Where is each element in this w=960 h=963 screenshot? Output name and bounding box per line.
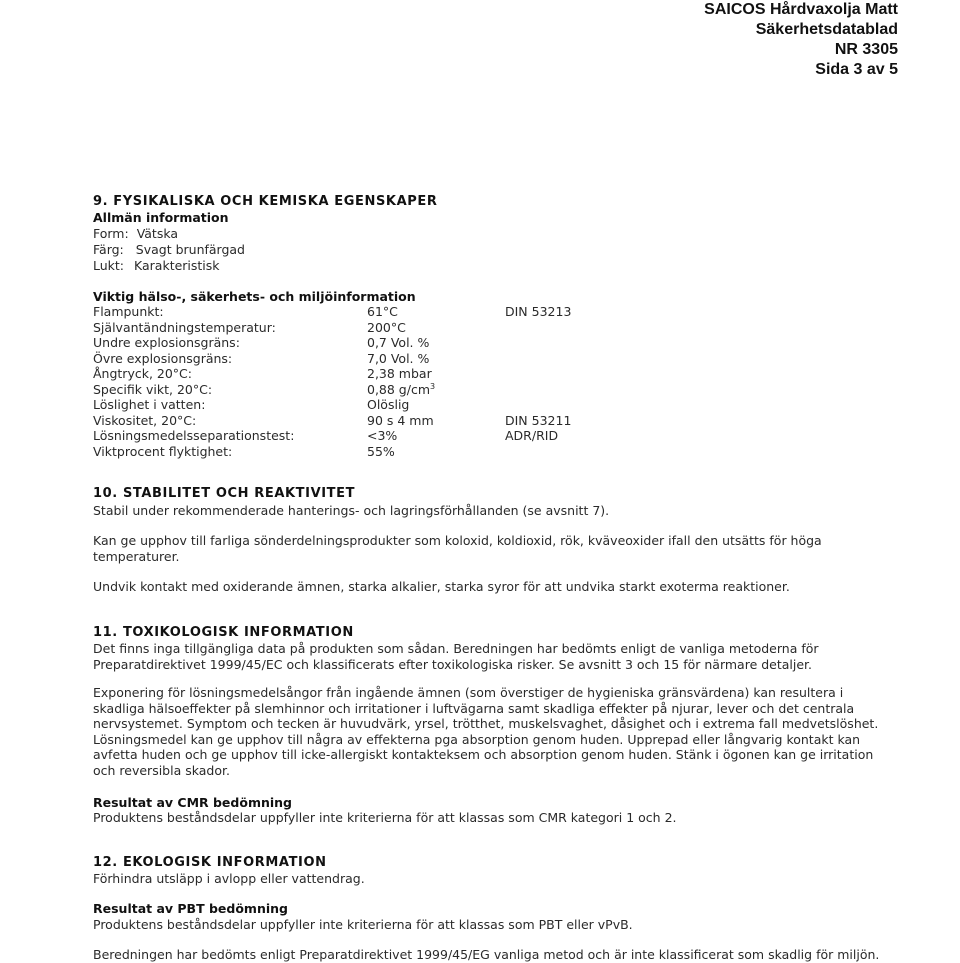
general-info-heading: Allmän information [93, 210, 229, 225]
prop-value: 61°C [367, 304, 398, 319]
general-odor [93, 258, 220, 274]
prop-name: Lösningsmedelsseparationstest: [93, 428, 295, 443]
general-color [93, 242, 245, 258]
ecology-paragraph: Förhindra utsläpp i avlopp eller vattendrag. [93, 871, 365, 886]
prop-value: 55% [367, 444, 395, 459]
section-10-title: 10. STABILITET OCH REAKTIVITET [93, 486, 356, 501]
prop-value: 7,0 Vol. % [367, 351, 430, 366]
density-exponent: 3 [430, 381, 436, 391]
cmr-text: Produktens beståndsdelar uppfyller inte kriterierna för att klassas som CMR kategori 1 och 2. [93, 810, 677, 825]
prop-name: Självantändningstemperatur: [93, 320, 276, 335]
prop-value: <3% [367, 428, 398, 443]
prop-name: Ångtryck, 20°C: [93, 366, 192, 381]
document-number: NR 3305 [834, 41, 898, 58]
prop-ref: DIN 53211 [505, 413, 572, 428]
prop-value: 200°C [367, 320, 406, 335]
prop-value: 2,38 mbar [367, 366, 432, 381]
stability-paragraph: Stabil under rekommenderade hanterings- och lagringsförhållanden (se avsnitt 7). [93, 503, 610, 518]
section-12-title: 12. EKOLOGISK INFORMATION [93, 855, 327, 870]
prop-name: Viktprocent flyktighet: [93, 444, 233, 459]
prop-name: Flampunkt: [93, 304, 164, 319]
cmr-heading: Resultat av CMR bedömning [93, 795, 293, 810]
color-value: Svagt brunfärgad [135, 242, 245, 257]
prop-ref: DIN 53213 [505, 304, 572, 319]
prop-value: Olöslig [367, 397, 410, 412]
avoid-contact-paragraph: Undvik kontakt med oxiderande ämnen, starka alkalier, starka syror för att undvika starkt exoterma reaktioner. [93, 579, 790, 594]
prop-name: Viskositet, 20°C: [93, 413, 197, 428]
document-type: Säkerhetsdatablad [755, 21, 898, 38]
pbt-heading: Resultat av PBT bedömning [93, 901, 288, 916]
prop-value [367, 382, 435, 398]
prop-ref: ADR/RID [505, 428, 559, 443]
section-9-title: 9. FYSIKALISKA OCH KEMISKA EGENSKAPER [93, 194, 438, 209]
toxicology-paragraph-1: Det finns inga tillgängliga data på produkten som sådan. Beredningen har bedömts enligt de vanliga metoderna för Preparatdirektivet 1999/45/EC och klassificerats efter toxikologiska risker. Se avsnitt 3 och 15 för närmare detaljer. [93, 641, 819, 672]
odor-label: Lukt: [93, 258, 125, 273]
pbt-text: Produktens beståndsdelar uppfyller inte kriterierna för att klassas som PBT eller vPvB. [93, 917, 633, 932]
toxicology-paragraph-2: Exponering för lösningsmedelsångor från ingående ämnen (som överstiger de hygieniska gränsvärdena) kan resultera i skadliga hälsoeffekter på slemhinnor och irritationer i luftvägarna samt skadliga effekter på njurar, lever och det centrala nervsystemet. Symptom och tecken är huvudvärk, yrsel, trötthet, muskelsvaghet, dåsighet och i extrema fall medvetslöshet. Lösningsmedel kan ge upphov till några av effekterna pga absorption genom huden. Upprepad eller långvarig kontakt kan avfetta huden och ge upphov till icke-allergiskt kontakteksem och absorption genom huden. Stänk i ögonen kan ge irritation och reversibla skador. [93, 685, 879, 778]
form-value: Vätska [136, 226, 179, 241]
page-number: Sida 3 av 5 [815, 61, 898, 78]
odor-value: Karakteristisk [134, 258, 220, 273]
prop-name: Specifik vikt, 20°C: [93, 382, 213, 397]
prop-name: Löslighet i vatten: [93, 397, 206, 412]
important-info-heading: Viktig hälso-, säkerhets- och miljöinformation [93, 289, 416, 304]
form-label: Form: [93, 226, 129, 241]
document-header [704, 0, 898, 80]
section-11-title: 11. TOXIKOLOGISK INFORMATION [93, 625, 354, 640]
density-value: 0,88 g/cm [367, 382, 431, 397]
product-name: SAICOS Hårdvaxolja Matt [704, 1, 898, 18]
prop-value: 0,7 Vol. % [367, 335, 430, 350]
environment-classification: Beredningen har bedömts enligt Preparatdirektivet 1999/45/EG vanliga metod och är inte klassificerat som skadlig för miljön. [93, 947, 880, 962]
prop-name: Övre explosionsgräns: [93, 351, 233, 366]
general-form [93, 226, 178, 242]
decomposition-paragraph: Kan ge upphov till farliga sönderdelningsprodukter som koloxid, koldioxid, rök, kväveoxider ifall den utsätts för höga temperaturer. [93, 533, 822, 564]
prop-name: Undre explosionsgräns: [93, 335, 240, 350]
prop-value: 90 s 4 mm [367, 413, 434, 428]
color-label: Färg: [93, 242, 124, 257]
